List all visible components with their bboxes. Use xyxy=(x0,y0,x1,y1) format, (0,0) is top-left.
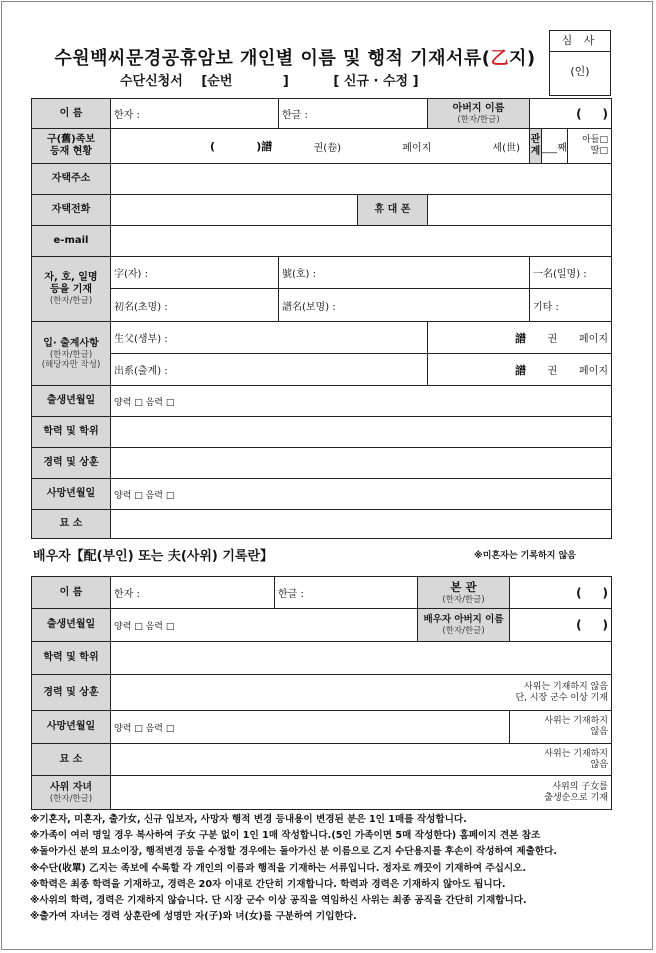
spouse-education-field[interactable] xyxy=(111,642,612,675)
home-phone-label: 자택전화 xyxy=(32,195,111,226)
relation-field[interactable]: ___째 xyxy=(542,129,568,164)
spouse-hanja-field[interactable]: 한자 : xyxy=(111,577,275,609)
ho-field[interactable]: 號(호) : xyxy=(279,257,530,289)
saengbu-record-field[interactable]: 譜 권 페이지 xyxy=(428,322,612,354)
note-line: ※기혼자, 미혼자, 출가女, 신규 입보자, 사망자 행적 변경 등내용이 변경된 분은 1인 1매를 작성합니다. xyxy=(30,814,467,825)
subtitle: 수단신청서 [순번 ] [ 신규 · 수정 ] xyxy=(120,74,419,89)
spouse-birth-field[interactable]: 양력 □ 음력 □ xyxy=(111,609,418,642)
spouse-section-note: ※미혼자는 기록하지 않음 xyxy=(474,551,576,561)
spouse-origin-label: 본 관 (한자/한글) xyxy=(418,577,510,609)
relation-label: 관계 xyxy=(530,129,542,164)
note-line: ※학력은 최종 학력을 기재하고, 경력은 20자 이내로 간단히 기재합니다. 학력과 경력은 기재하지 않아도 됩니다. xyxy=(30,878,506,890)
home-phone-field[interactable] xyxy=(111,195,358,226)
note-line: ※출가여 자녀는 경력 상훈란에 성명만 자(子)와 녀(女)를 구분하여 기입한다. xyxy=(30,911,357,923)
spouse-grave-field[interactable] xyxy=(111,744,612,776)
spouse-career-note: 사위는 기재하지 않음 단, 시장 군수 이상 기재 xyxy=(515,681,608,703)
note-line: ※수단(收單) 乙지는 족보에 수록할 각 개인의 이름과 행적을 기재하는 서류입니다. 정자로 깨끗이 기재하여 주십시오. xyxy=(30,862,527,874)
birth-date-field[interactable]: 양력 □ 음력 □ xyxy=(111,386,612,417)
mobile-label: 휴 대 폰 xyxy=(358,195,428,226)
spouse-grave-note: 사위는 기재하지 않음 xyxy=(544,748,608,770)
gender-field[interactable]: 아들□ 딸□ xyxy=(568,129,612,164)
main-form-table xyxy=(31,98,612,539)
note-line: ※가족이 여러 명일 경우 복사하여 子女 구분 없이 1인 1매 작성합니다.(5인 가족이면 5매 작성한다) 홈페이지 견본 참조 xyxy=(30,830,541,842)
title-red-char: 乙 xyxy=(490,48,509,69)
spouse-hangul-field[interactable]: 한글 : xyxy=(275,577,418,609)
spouse-father-field[interactable]: ( ) xyxy=(510,609,612,642)
gita-field[interactable]: 기타 : xyxy=(530,289,612,322)
spouse-form-table xyxy=(31,576,612,810)
page-title: 수원백씨문경공휴암보 개인별 이름 및 행적 기재서류(乙지) xyxy=(54,48,536,69)
education-label: 학력 및 학위 xyxy=(32,417,111,448)
spouse-death-note: 사위는 기재하지 않음 xyxy=(544,716,608,737)
career-field[interactable] xyxy=(111,448,612,479)
spouse-children-label: 사위 자녀 (한자/한글) xyxy=(32,776,111,810)
spouse-birth-label: 출생년월일 xyxy=(32,609,111,642)
spouse-children-field[interactable] xyxy=(111,776,612,810)
chomyeong-field[interactable]: 初名(초명) : xyxy=(111,289,279,322)
note-line: ※돌아가신 분의 묘소이장, 행적변경 등을 수정할 경우에는 돌아가신 분 이름으로 乙지 수단용지를 후손이 작성하여 제출한다. xyxy=(30,846,558,858)
name-hanja-field[interactable]: 한자 : xyxy=(111,99,279,129)
address-label: 자택주소 xyxy=(32,164,111,195)
spouse-name-label: 이 름 xyxy=(32,577,111,609)
spouse-children-note: 사위의 子女를 출생순으로 기재 xyxy=(544,781,608,803)
grave-field[interactable] xyxy=(111,510,612,539)
email-field[interactable] xyxy=(111,226,612,257)
ilmyeong-field[interactable]: 一名(일명) : xyxy=(530,257,612,289)
adoption-label: 입· 출계사항 (한자/한글) (해당자만 작성) xyxy=(32,322,111,386)
death-date-field[interactable]: 양력 □ 음력 □ xyxy=(111,479,612,510)
review-box xyxy=(549,30,611,96)
grave-label: 묘 소 xyxy=(32,510,111,539)
spouse-grave-label: 묘 소 xyxy=(32,744,111,776)
spouse-career-label: 경력 및 상훈 xyxy=(32,675,111,711)
note-line: ※사위의 학력, 경력은 기재하지 않습니다. 단 시장 군수 이상 공직을 역임하신 사위는 최종 공직을 간단히 기재합니다. xyxy=(30,895,527,907)
education-field[interactable] xyxy=(111,417,612,448)
bomyeong-field[interactable]: 譜名(보명) : xyxy=(279,289,530,322)
birth-date-label: 출생년월일 xyxy=(32,386,111,417)
spouse-father-label: 배우자 아버지 이름 (한자/한글) xyxy=(418,609,510,642)
spouse-origin-field[interactable]: ( ) xyxy=(510,577,612,609)
chulgye-record-field[interactable]: 譜 권 페이지 xyxy=(428,354,612,386)
name-hangul-field[interactable]: 한글 : xyxy=(279,99,428,129)
spouse-career-field[interactable] xyxy=(111,675,612,711)
spouse-death-note-cell xyxy=(510,711,612,744)
career-label: 경력 및 상훈 xyxy=(32,448,111,479)
father-name-label: 아버지 이름 (한자/한글) xyxy=(428,99,530,129)
review-label: 심 사 xyxy=(550,31,610,52)
names-label: 자, 호, 일명 등을 기재 (한자/한글) xyxy=(32,257,111,322)
spouse-education-label: 학력 및 학위 xyxy=(32,642,111,675)
clan-record-label: 구(舊)족보 등재 현황 xyxy=(32,129,111,164)
spouse-death-field[interactable]: 양력 □ 음력 □ xyxy=(111,711,510,744)
review-seal: (인) xyxy=(570,65,590,78)
email-label: e-mail xyxy=(32,226,111,257)
mobile-field[interactable] xyxy=(428,195,612,226)
father-name-field[interactable]: ( ) xyxy=(530,99,612,129)
spouse-section-title: 배우자【配(부인) 또는 夫(사위) 기록란】 xyxy=(33,549,274,564)
name-label: 이 름 xyxy=(32,99,111,129)
instruction-notes xyxy=(30,812,640,925)
address-field[interactable] xyxy=(111,164,612,195)
chulgye-field[interactable]: 出系(출계) : xyxy=(111,354,428,386)
saengbu-field[interactable]: 生父(생부) : xyxy=(111,322,428,354)
death-date-label: 사망년월일 xyxy=(32,479,111,510)
ja-field[interactable]: 字(자) : xyxy=(111,257,279,289)
clan-record-field[interactable]: ( )譜 권(卷) 페이지 세(世) xyxy=(111,129,530,164)
spouse-death-label: 사망년월일 xyxy=(32,711,111,744)
